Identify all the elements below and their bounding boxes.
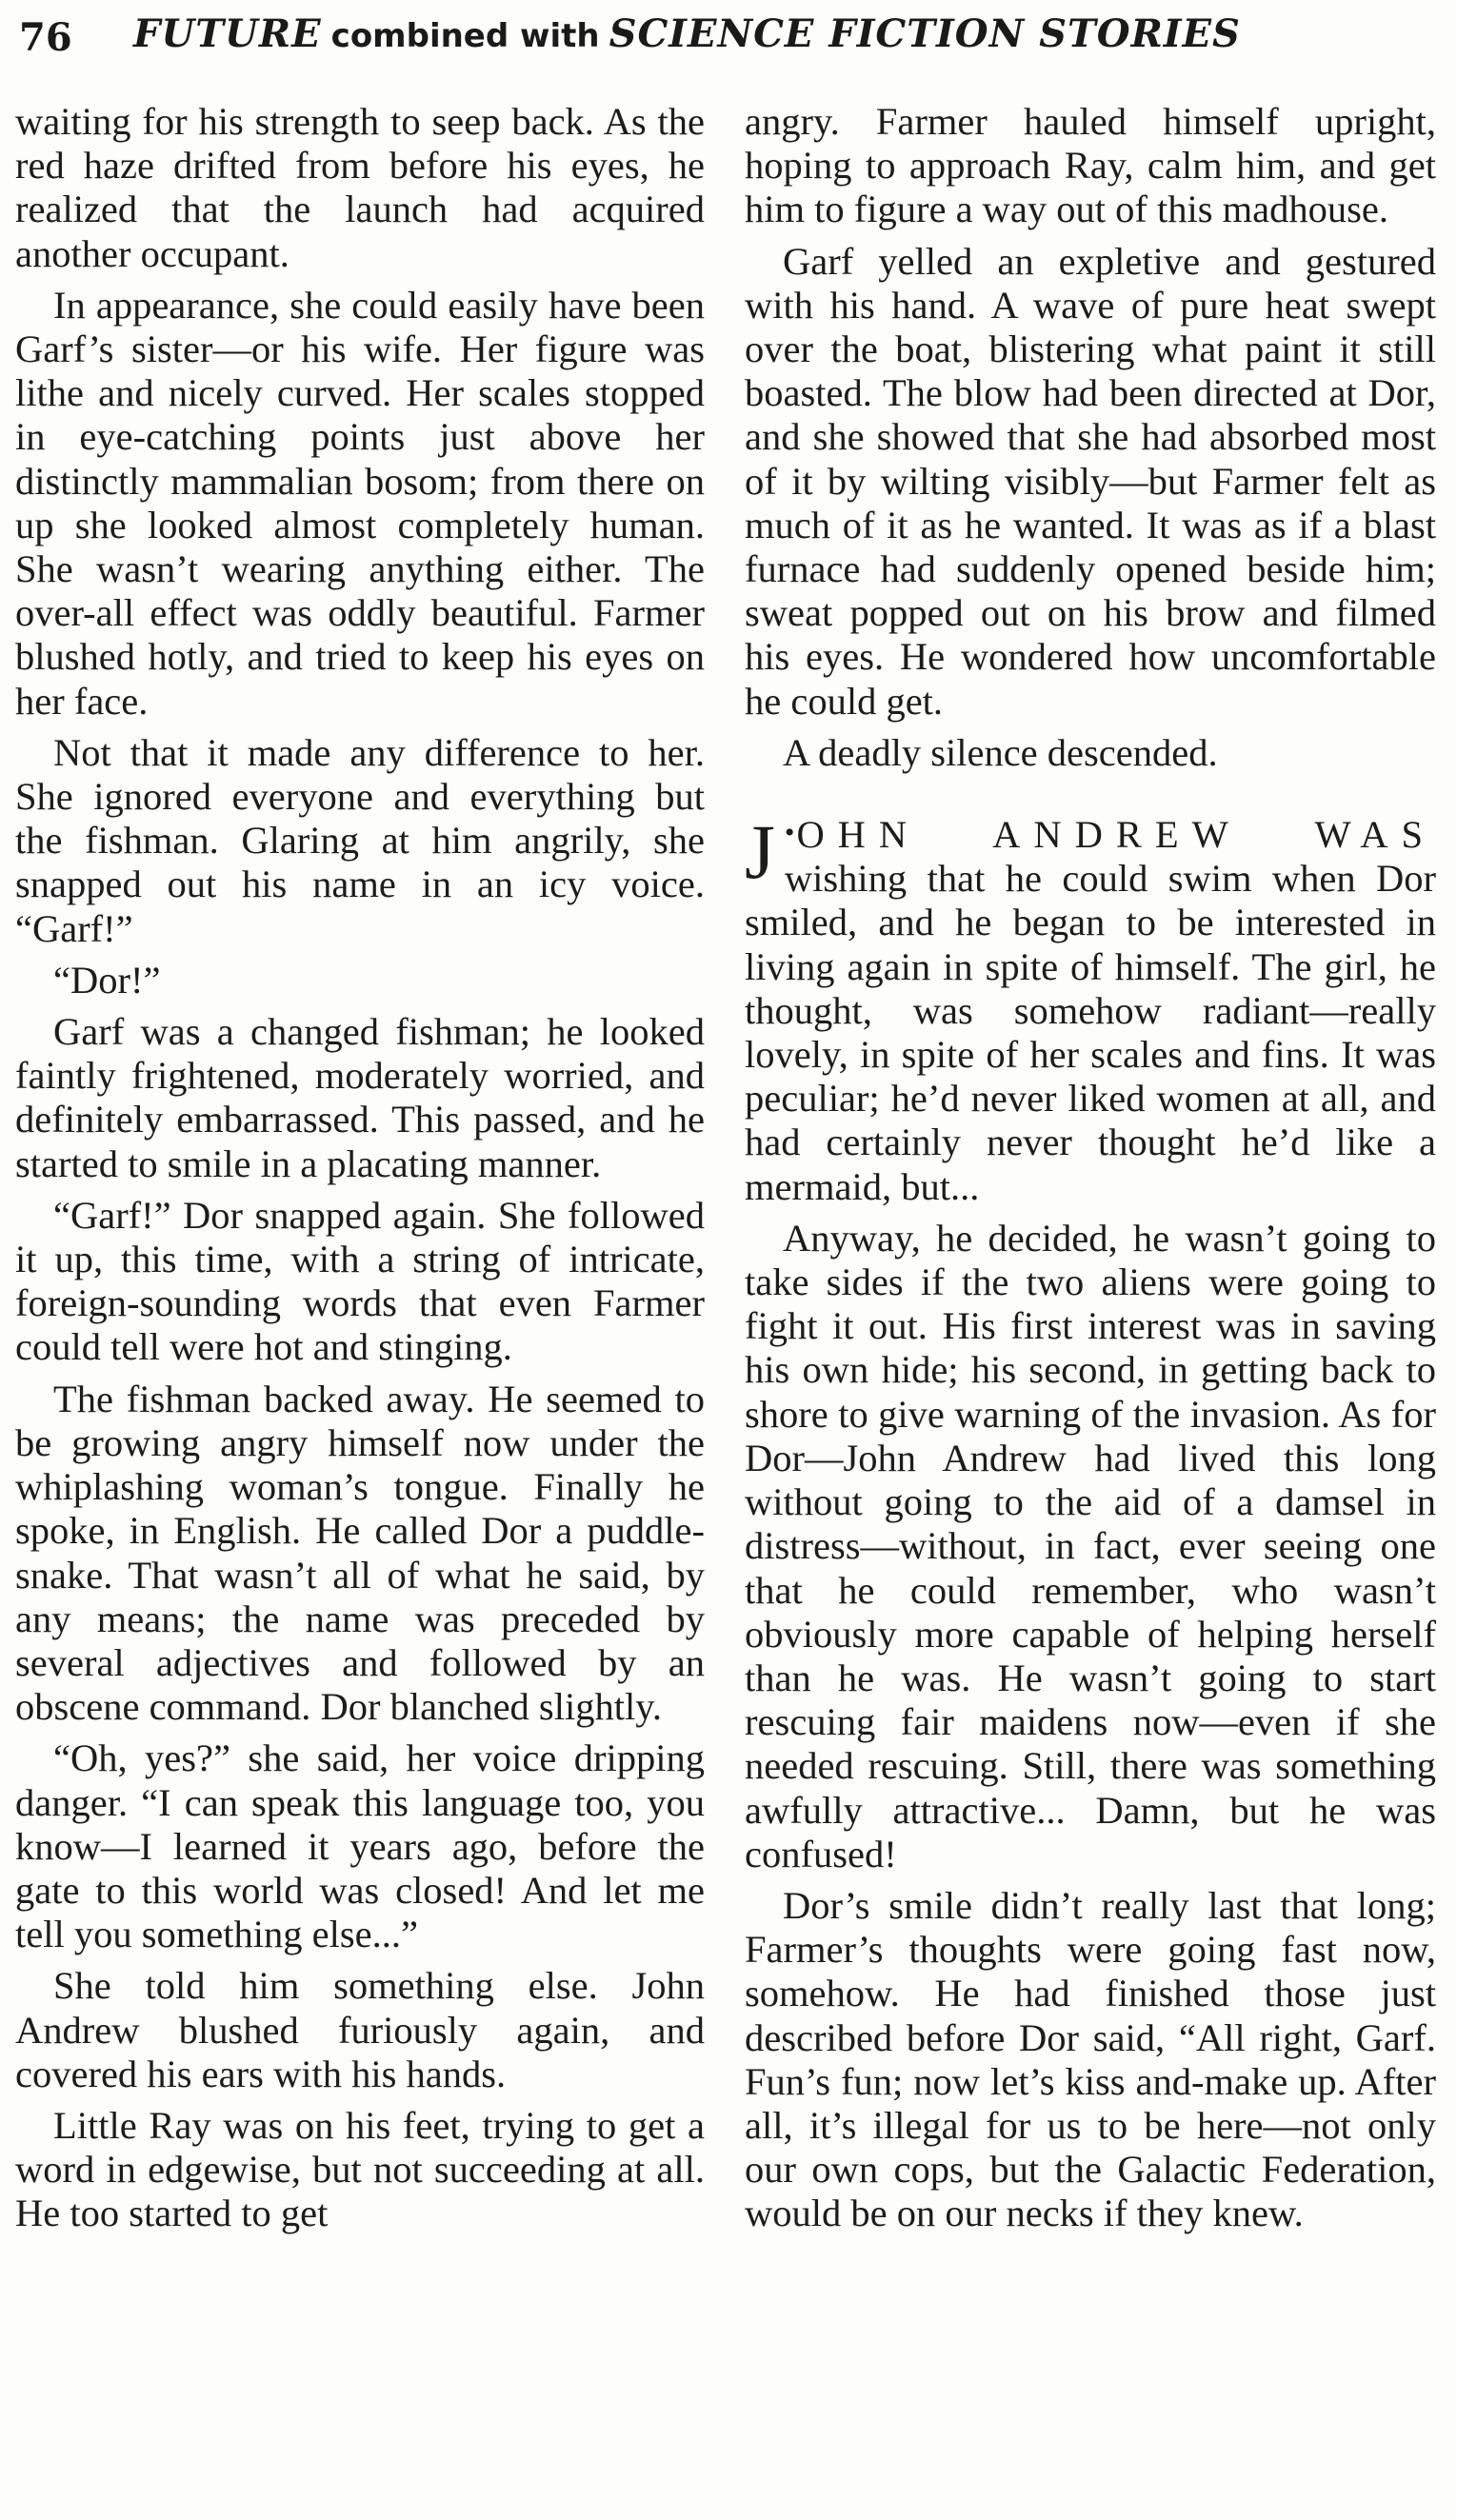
paragraph: Garf was a changed fishman; he looked faintly frightened, moderately worried, and definitely embarrassed. This passed, and he started to smile in a placating manner. (15, 1010, 705, 1185)
paragraph: A deadly silence descended. (783, 730, 1218, 774)
paragraph: Garf yelled an expletive and gestured with his hand. A wave of pure heat swept over the boat, blistering what paint it still boasted. The blow had been directed at Dor, and she showed that she had absorbed most of it by wilting visibly—but Farmer felt as much of it as he wanted. It was as if a blast furnace had suddenly opened beside him; sweat popped out on his brow and filmed his eyes. He wondered how uncomfortable he could get. (745, 239, 1436, 723)
running-title (133, 11, 1241, 56)
section-bullet: • (784, 817, 795, 849)
paragraph: “Dor!” (53, 958, 161, 1002)
page-number: 76 (19, 15, 72, 60)
title-future: FUTURE (133, 11, 322, 56)
right-column (745, 100, 1436, 2244)
drop-cap: J (745, 808, 775, 896)
section-opening-paragraph (745, 808, 1436, 1209)
paragraph: Dor’s smile didn’t really last that long; Farmer’s thoughts were going fast now, somehow. He had finished those just described before Dor said, “All right, Garf. Fun’s fun; now let’s kiss and-make up. After all, it’s illegal for us to be here—not only our own cops, but the Galactic Federation, would be on our necks if they knew. (745, 1883, 1436, 2235)
paragraph: waiting for his strength to seep back. As the red haze drifted from before his eyes, he realized that the launch had acquired another occupant. (15, 100, 705, 275)
left-column (15, 100, 705, 2244)
paragraph: In appearance, she could easily have been Garf’s sister—or his wife. Her figure was lithe and nicely curved. Her scales stopped in eye-catching points just above her distinctly mammalian bosom; from there on up she looked almost completely human. She wasn’t wearing anything either. The over-all effect was oddly beautiful. Farmer blushed hotly, and tried to keep his eyes on her face. (15, 283, 705, 723)
paragraph: “Oh, yes?” she said, her voice dripping danger. “I can speak this language too, you know—I learned it years ago, before the gate to this world was closed! And let me tell you something else...” (15, 1736, 705, 1956)
page-header (19, 10, 1438, 67)
paragraph: Not that it made any difference to her. She ignored everyone and everything but the fishman. Glaring at him angrily, she snapped out his name in an icy voice. “Garf!” (15, 730, 705, 950)
paragraph: angry. Farmer hauled himself upright, hoping to approach Ray, calm him, and get him to figure a way out of this madhouse. (745, 100, 1436, 231)
paragraph: “Garf!” Dor snapped again. She followed it up, this time, with a string of intricate, foreign-sounding words that even Farmer could tell were hot and stinging. (15, 1193, 705, 1369)
paragraph: The fishman backed away. He seemed to be growing angry himself now under the whiplashing woman’s tongue. Finally he spoke, in English. He called Dor a puddle-snake. That wasn’t all of what he said, by any means; the name was preceded by several adjectives and followed by an obscene command. Dor blanched slightly. (15, 1377, 705, 1729)
title-science-fiction-stories: SCIENCE FICTION STORIES (609, 11, 1241, 56)
paragraph: She told him something else. John Andrew blushed furiously again, and covered his ears with his hands. (15, 1964, 705, 2095)
small-caps-lead: OHN ANDREW WAS (796, 813, 1436, 857)
paragraph-text: wishing that he could swim when Dor smiled, and he began to be interested in living again in spite of himself. The girl, he thought, was somehow radiant—really lovely, in spite of her scales and fins. It was peculiar; he’d never liked women at all, and had certainly never thought he’d like a mermaid, but... (745, 857, 1436, 1208)
section-break (745, 783, 1436, 811)
title-combined-with: combined with (330, 17, 600, 55)
paragraph: Anyway, he decided, he wasn’t going to take sides if the two aliens were going to fight it out. His first interest was in saving his own hide; his second, in getting back to shore to give warning of the invasion. As for Dor—John Andrew had lived this long without going to the aid of a damsel in distress—without, in fact, ever seeing one that he could remember, who wasn’t obviously more capable of helping herself than he was. He wasn’t going to start rescuing fair maidens now—even if she needed rescuing. Still, there was something awfully attractive... Damn, but he was confused! (745, 1216, 1436, 1875)
paragraph: Little Ray was on his feet, trying to get a word in edgewise, but not succeeding at all. He too started to get (15, 2103, 705, 2235)
